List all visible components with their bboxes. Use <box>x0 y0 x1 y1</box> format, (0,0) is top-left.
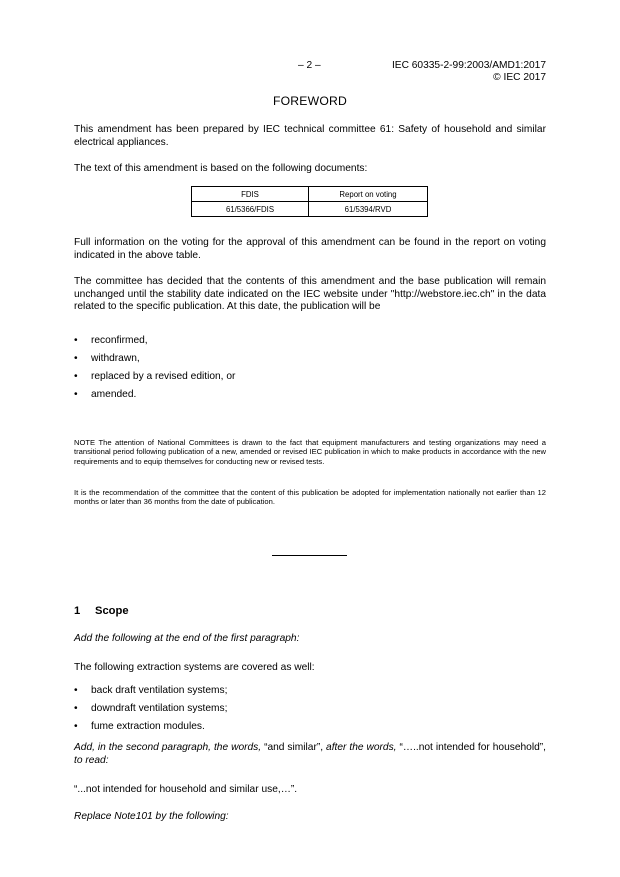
status-list <box>74 335 235 407</box>
copyright: © IEC 2017 <box>493 72 546 83</box>
recommendation: It is the recommendation of the committee that the content of this publication be adopted for implementation nationally not earlier than 12 months or later than 36 months from the date of publication. <box>74 488 546 507</box>
list-item: • downdraft ventilation systems; <box>74 702 228 714</box>
table-cell: 61/5366/FDIS <box>192 202 309 217</box>
list-item: • reconfirmed, <box>74 335 148 346</box>
voting-table <box>191 186 428 217</box>
paragraph-extraction: The following extraction systems are covered as well: <box>74 662 315 673</box>
table-cell: 61/5394/RVD <box>309 202 428 217</box>
page-title: FOREWORD <box>272 94 348 108</box>
document-id: IEC 60335-2-99:2003/AMD1:2017 <box>391 60 546 71</box>
section-heading <box>74 605 129 617</box>
section-number: 1 <box>74 605 81 617</box>
bullet-icon: • <box>74 352 78 364</box>
table-header-cell: FDIS <box>192 187 309 202</box>
bullet-icon: • <box>74 720 78 732</box>
paragraph-stability: The committee has decided that the contents of this amendment and the base publication will remain unchanged until the stability date indicated on the IEC website under "http://webstore.iec.ch" in the data related to the specific publication. At this date, the publication will be <box>74 276 546 313</box>
instruction-replace-words: Add, in the second paragraph, the words, “and similar”, after the words, “…..not intended for household”, to read: <box>74 742 546 766</box>
table-header-row <box>192 187 428 202</box>
bullet-icon: • <box>74 335 78 346</box>
divider <box>272 555 347 556</box>
note: NOTE The attention of National Committees is drawn to the fact that equipment manufacturers and testing organizations may need a transitional period following publication of a new, amended or revised IEC publication in which to make products in accordance with the new requirements and to equip themselves for conducting new or revised tests. <box>74 438 546 466</box>
list-item: • replaced by a revised edition, or <box>74 370 236 382</box>
table-row <box>192 202 428 217</box>
page-number: – 2 – <box>298 60 321 71</box>
list-item: • amended. <box>74 388 137 400</box>
bullet-icon: • <box>74 702 78 714</box>
extraction-list <box>74 685 227 739</box>
instruction-replace-note: Replace Note101 by the following: <box>74 811 229 822</box>
list-item: • withdrawn, <box>74 352 140 364</box>
instruction-add: Add the following at the end of the first paragraph: <box>74 633 300 644</box>
quoted-text: “...not intended for household and similar use,…”. <box>74 784 298 795</box>
bullet-icon: • <box>74 370 78 382</box>
bullet-icon: • <box>74 685 78 696</box>
paragraph-committee: This amendment has been prepared by IEC technical committee 61: Safety of household and similar electrical appliances. <box>74 124 546 148</box>
list-item: • fume extraction modules. <box>74 720 205 732</box>
section-title: Scope <box>95 605 129 617</box>
bullet-icon: • <box>74 388 78 400</box>
paragraph-voting-info: Full information on the voting for the approval of this amendment can be found in the report on voting indicated in the above table. <box>74 237 546 261</box>
list-item: • back draft ventilation systems; <box>74 685 228 696</box>
paragraph-documents: The text of this amendment is based on the following documents: <box>74 163 368 174</box>
table-header-cell: Report on voting <box>309 187 428 202</box>
